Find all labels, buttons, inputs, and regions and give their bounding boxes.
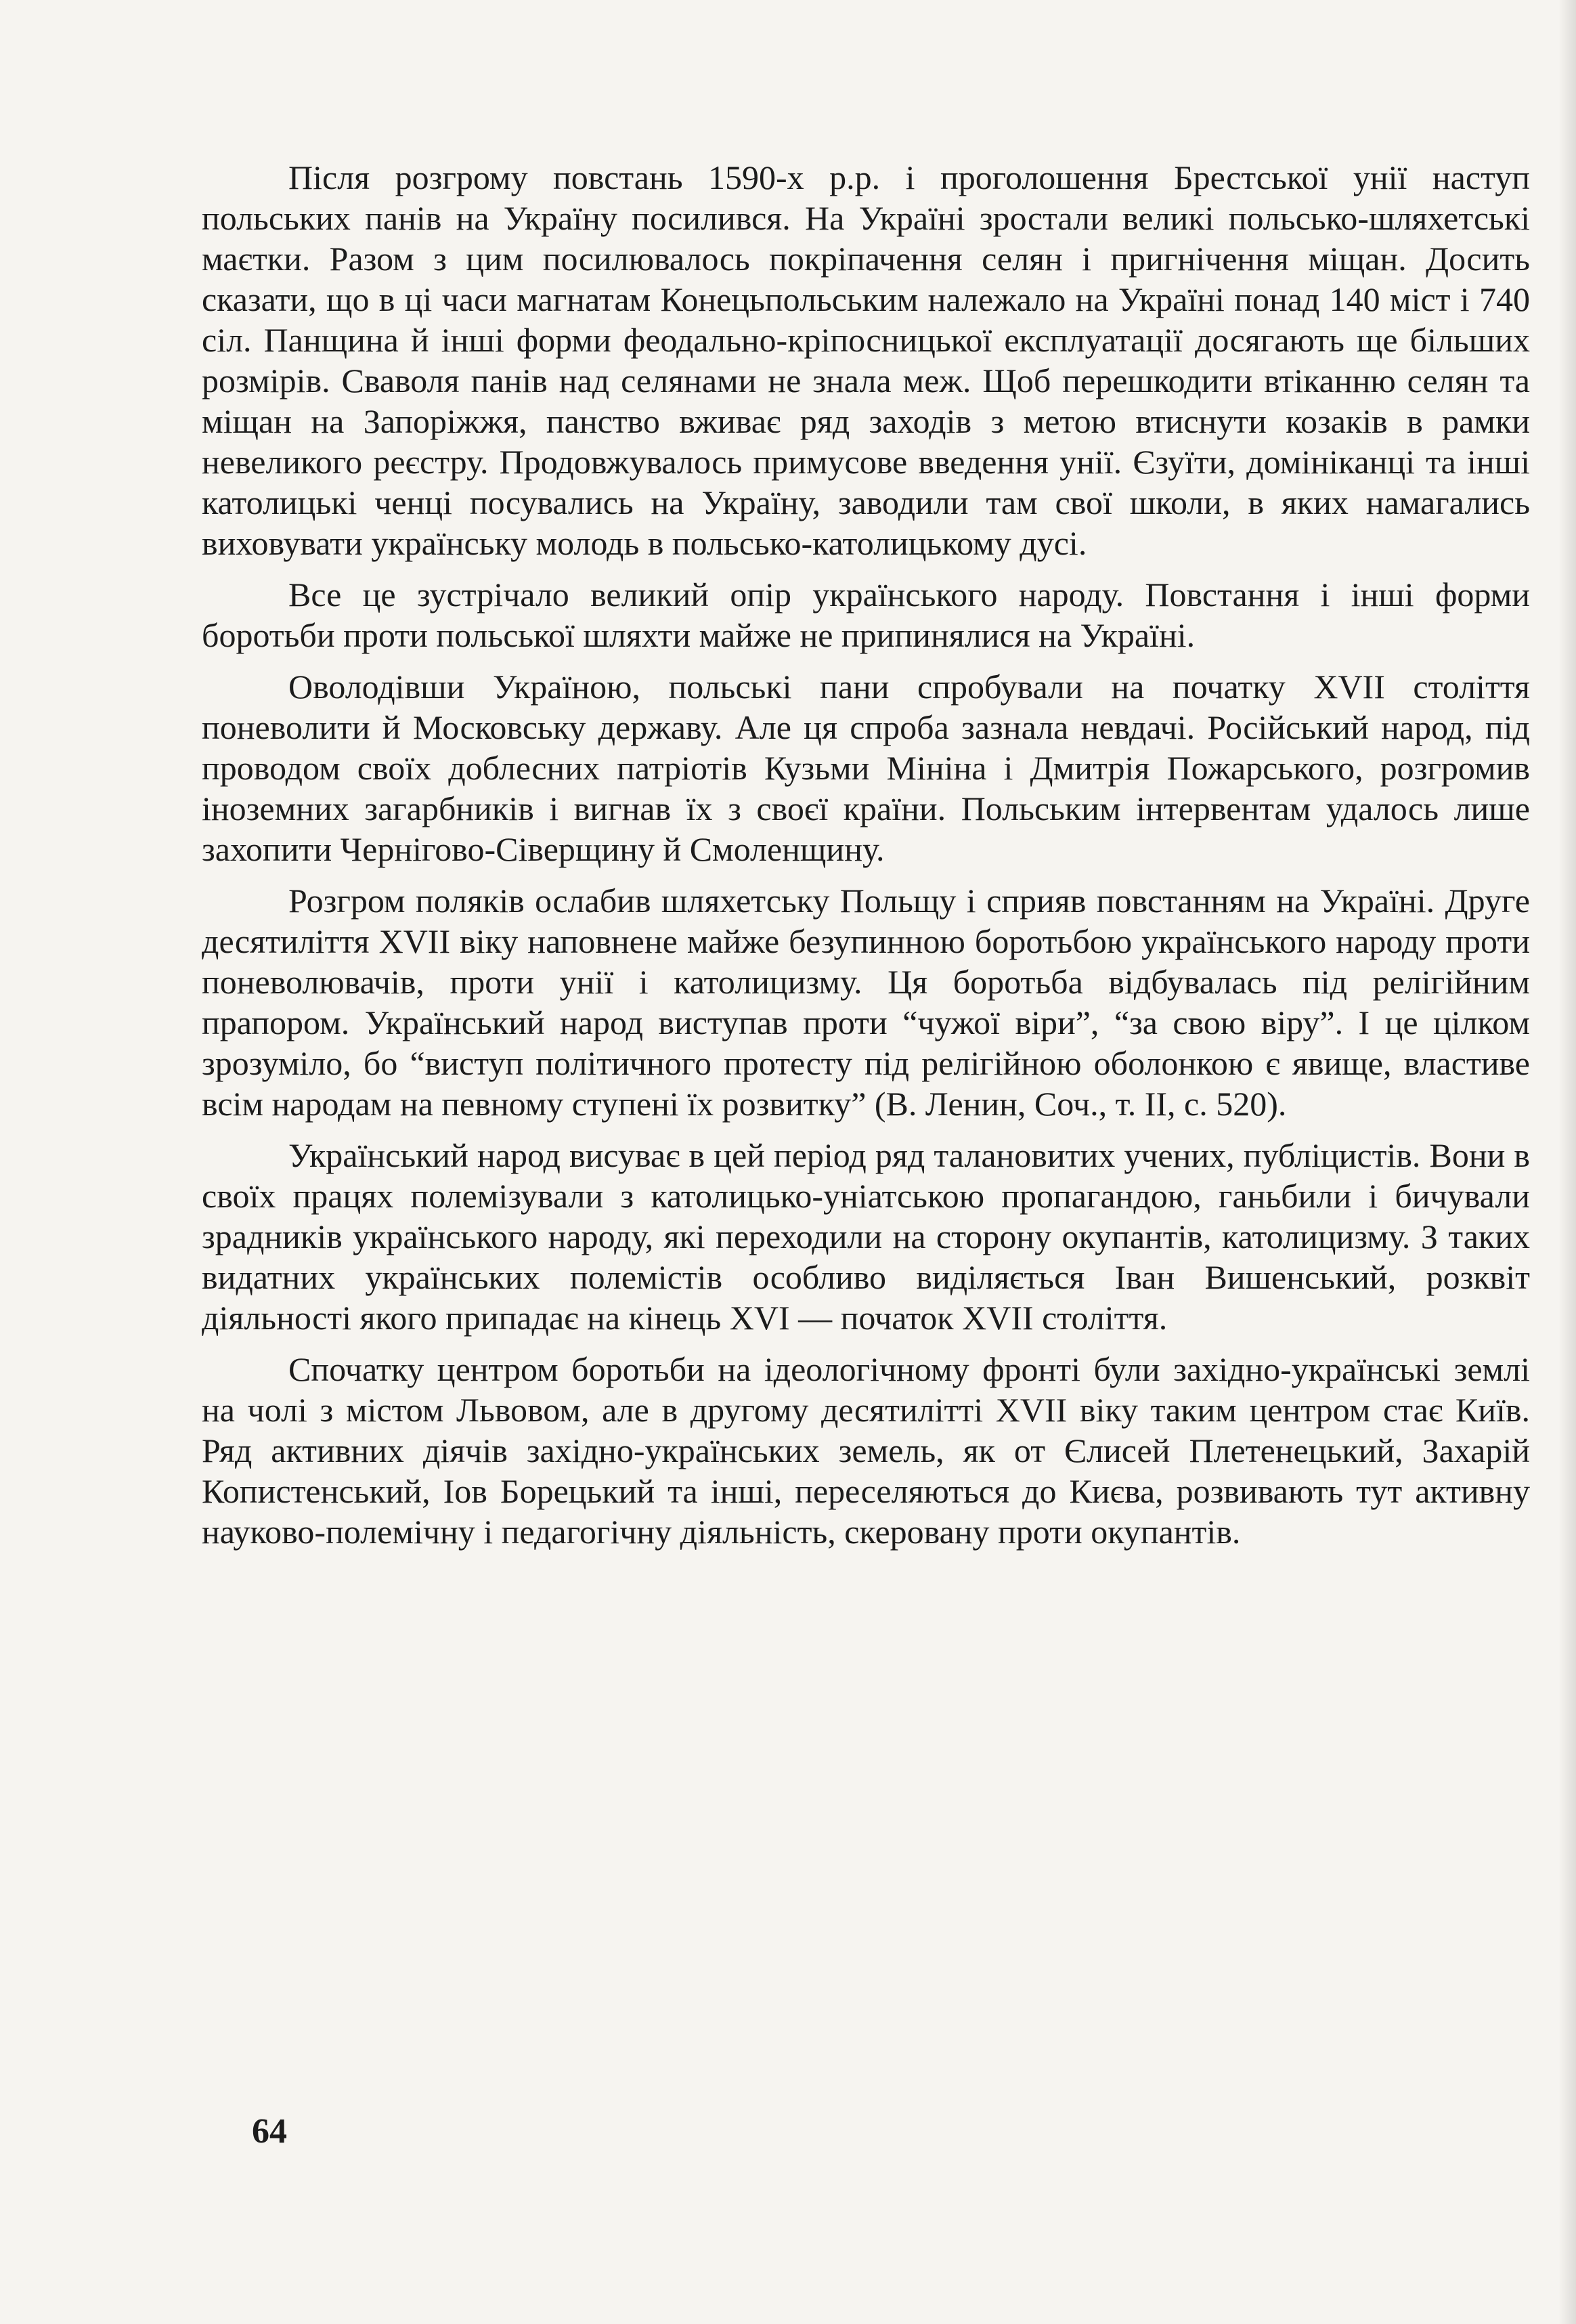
paragraph-2: Все це зустрічало великий опір українського народу. Повстання і інші форми боротьби проти польської шляхти майже не припинялися на Україні. (202, 576, 1530, 654)
page-edge-shadow (1558, 0, 1576, 2324)
paragraph-4: Розгром поляків ослабив шляхетську Польщу і сприяв повстанням на Україні. Друге десятиліття XVII віку наповнене майже безупинною боротьбою українського народу проти поневолювачів, проти унії і католицизму. Ця боротьба відбувалась під релігійним прапором. Український народ виступав проти “чужої віри”, “за свою віру”. І це цілком зрозуміло, бо “виступ політичного протесту під релігійною оболонкою є явище, властиве всім народам на певному ступені їх розвитку” (В. Ленин, Соч., т. II, с. 520). (202, 882, 1530, 1123)
paragraph-5: Український народ висуває в цей період ряд талановитих учених, публіцистів. Вони в своїх працях полемізували з католицько-уніатською пропагандою, ганьбили і бичували зрадників українського народу, які переходили на сторону окупантів, католицизму. З таких видатних українських полемістів особливо виділяється Іван Вишенський, розквіт діяльності якого припадає на кінець XVI — початок XVII століття. (202, 1136, 1530, 1337)
body-text (202, 157, 1530, 1563)
paragraph-3: Оволодівши Україною, польські пани спробували на початку XVII століття поневолити й Московську державу. Але ця спроба зазнала невдачі. Російський народ, під проводом своїх доблесних патріотів Кузьми Мініна і Дмитрія Пожарського, розгромив іноземних загарбників і вигнав їх з своєї країни. Польським інтервентам удалось лише захопити Чернігово-Сіверщину й Смоленщину. (202, 668, 1530, 868)
paragraph-1: Після розгрому повстань 1590-х р.р. і проголошення Брестської унії наступ польських панів на Україну посилився. На Україні зростали великі польсько-шляхетські маєтки. Разом з цим посилювалось покріпачення селян і пригнічення міщан. Досить сказати, що в ці часи магнатам Конецьпольським належало на Україні понад 140 міст і 740 сіл. Панщина й інші форми феодально-кріпосницької експлуатації досягають ще більших розмірів. Сваволя панів над селянами не знала меж. Щоб перешкодити втіканню селян та міщан на Запоріжжя, панство вживає ряд заходів з метою втиснути козаків в рамки невеликого реєстру. Продовжувалось примусове введення унії. Єзуїти, домініканці та інші католицькі ченці посувались на Україну, заводили там свої школи, в яких намагались виховувати українську молодь в польсько-католицькому дусі. (202, 158, 1530, 562)
paragraph-6: Спочатку центром боротьби на ідеологічному фронті були західно-українські землі на чолі з містом Львовом, але в другому десятилітті XVII віку таким центром стає Київ. Ряд активних діячів західно-українських земель, як от Єлисей Плетенецький, Захарій Копистенський, Іов Борецький та інші, переселяються до Києва, розвивають тут активну науково-полемічну і педагогічну діяльність, скеровану проти окупантів. (202, 1350, 1530, 1551)
page-number: 64 (252, 2112, 287, 2151)
